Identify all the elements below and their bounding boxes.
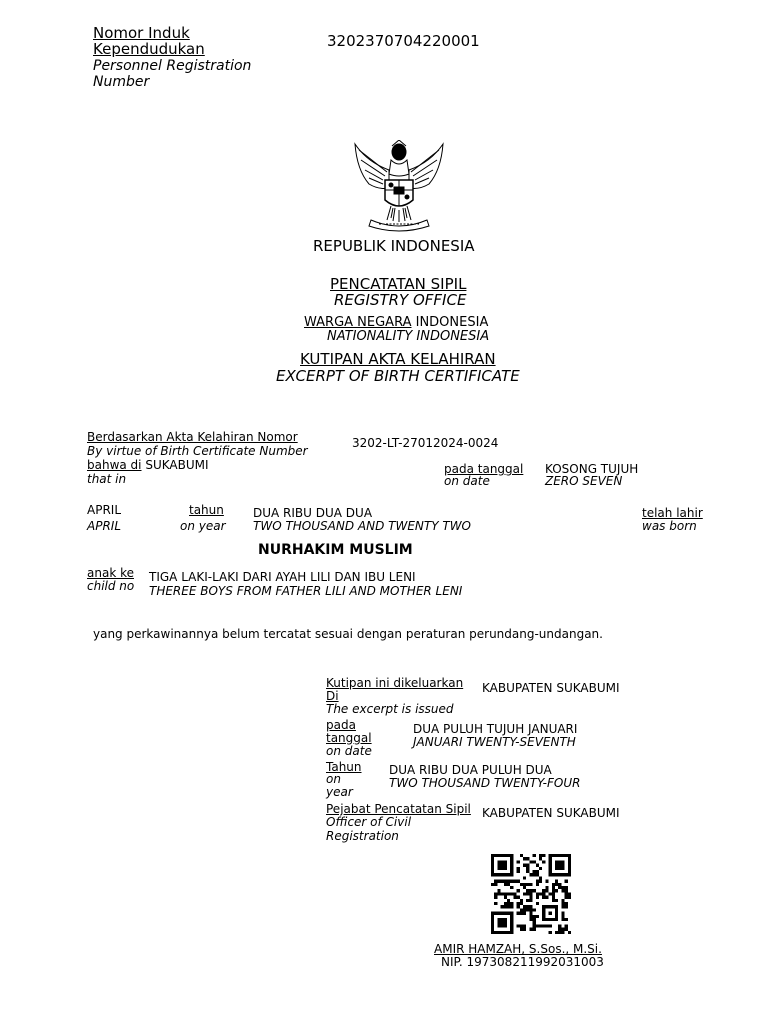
on-date-value: DUA PULUH TUJUH JANUARI xyxy=(413,722,578,736)
on-date-label-line1: pada xyxy=(326,718,356,732)
nik-label-en-line1: Personnel Registration xyxy=(93,58,252,74)
marriage-note: yang perkawinannya belum tercatat sesuai dengan peraturan perundang-undangan. xyxy=(93,627,603,641)
document-title: KUTIPAN AKTA KELAHIRAN xyxy=(300,350,496,368)
issue-year-value-en: TWO THOUSAND TWENTY-FOUR xyxy=(389,776,581,790)
born-label: telah lahir xyxy=(642,506,703,520)
on-date-value-en: JANUARI TWENTY-SEVENTH xyxy=(413,735,576,749)
issue-year-label-en-line2: year xyxy=(326,785,353,799)
child-no-label-en: child no xyxy=(87,579,135,593)
signatory-name: AMIR HAMZAH, S.Sos., M.Si. xyxy=(434,942,602,956)
child-no-label: anak ke xyxy=(87,566,134,580)
certificate-number: 3202-LT-27012024-0024 xyxy=(352,436,499,450)
place-label-en: that in xyxy=(87,472,127,486)
place-line xyxy=(87,459,209,473)
year-label-en: on year xyxy=(180,519,226,533)
child-name: NURHAKIM MUSLIM xyxy=(258,542,413,558)
document-title-en: EXCERPT OF BIRTH CERTIFICATE xyxy=(276,367,520,385)
nik-label-line1: Nomor Induk xyxy=(93,24,190,42)
year-label: tahun xyxy=(189,503,224,517)
issue-year-label: Tahun xyxy=(326,760,362,774)
officer-label: Pejabat Pencatatan Sipil xyxy=(326,802,471,816)
on-date-label-line2: tanggal xyxy=(326,731,372,745)
issued-label-en: The excerpt is issued xyxy=(326,702,454,716)
issue-year-label-en-line1: on xyxy=(326,772,341,786)
issued-value: KABUPATEN SUKABUMI xyxy=(482,681,620,695)
nationality-en: NATIONALITY INDONESIA xyxy=(327,329,490,344)
garuda-emblem-icon xyxy=(349,140,449,235)
signatory-nip: NIP. 197308211992031003 xyxy=(441,955,604,969)
date-value: KOSONG TUJUH xyxy=(545,462,639,476)
year-value-en: TWO THOUSAND AND TWENTY TWO xyxy=(253,519,472,533)
nationality-value: INDONESIA xyxy=(411,315,489,330)
on-date-label-en: on date xyxy=(326,744,372,758)
born-label-en: was born xyxy=(642,519,697,533)
officer-label-en-line2: Registration xyxy=(326,829,399,843)
place-label: bahwa di xyxy=(87,458,142,472)
year-value: DUA RIBU DUA DUA xyxy=(253,506,373,520)
date-value-en: ZERO SEVEN xyxy=(545,474,623,488)
republic-title: REPUBLIK INDONESIA xyxy=(313,237,475,255)
birth-month: APRIL xyxy=(87,503,122,517)
nationality-label: WARGA NEGARA xyxy=(304,315,412,330)
issued-label-line1: Kutipan ini dikeluarkan xyxy=(326,676,464,690)
date-label-en: on date xyxy=(444,474,490,488)
office-title: PENCATATAN SIPIL xyxy=(330,275,467,293)
nik-label-en-line2: Number xyxy=(93,74,150,90)
qr-code-icon xyxy=(489,854,573,934)
date-label: pada tanggal xyxy=(444,462,524,476)
basis-label-en: By virtue of Birth Certificate Number xyxy=(87,444,308,458)
nik-value: 3202370704220001 xyxy=(327,32,480,50)
issued-label-line2: Di xyxy=(326,689,339,703)
place-value: SUKABUMI xyxy=(141,458,209,472)
birth-month-en: APRIL xyxy=(87,519,122,533)
basis-label: Berdasarkan Akta Kelahiran Nomor xyxy=(87,430,298,444)
office-title-en: REGISTRY OFFICE xyxy=(334,291,467,309)
officer-value: KABUPATEN SUKABUMI xyxy=(482,806,620,820)
issue-year-value: DUA RIBU DUA PULUH DUA xyxy=(389,763,552,777)
child-no-value: TIGA LAKI-LAKI DARI AYAH LILI DAN IBU LENI xyxy=(149,570,416,584)
child-no-value-en: THEREE BOYS FROM FATHER LILI AND MOTHER LENI xyxy=(149,584,463,598)
nik-label-line2: Kependudukan xyxy=(93,40,205,58)
officer-label-en-line1: Officer of Civil xyxy=(326,815,412,829)
